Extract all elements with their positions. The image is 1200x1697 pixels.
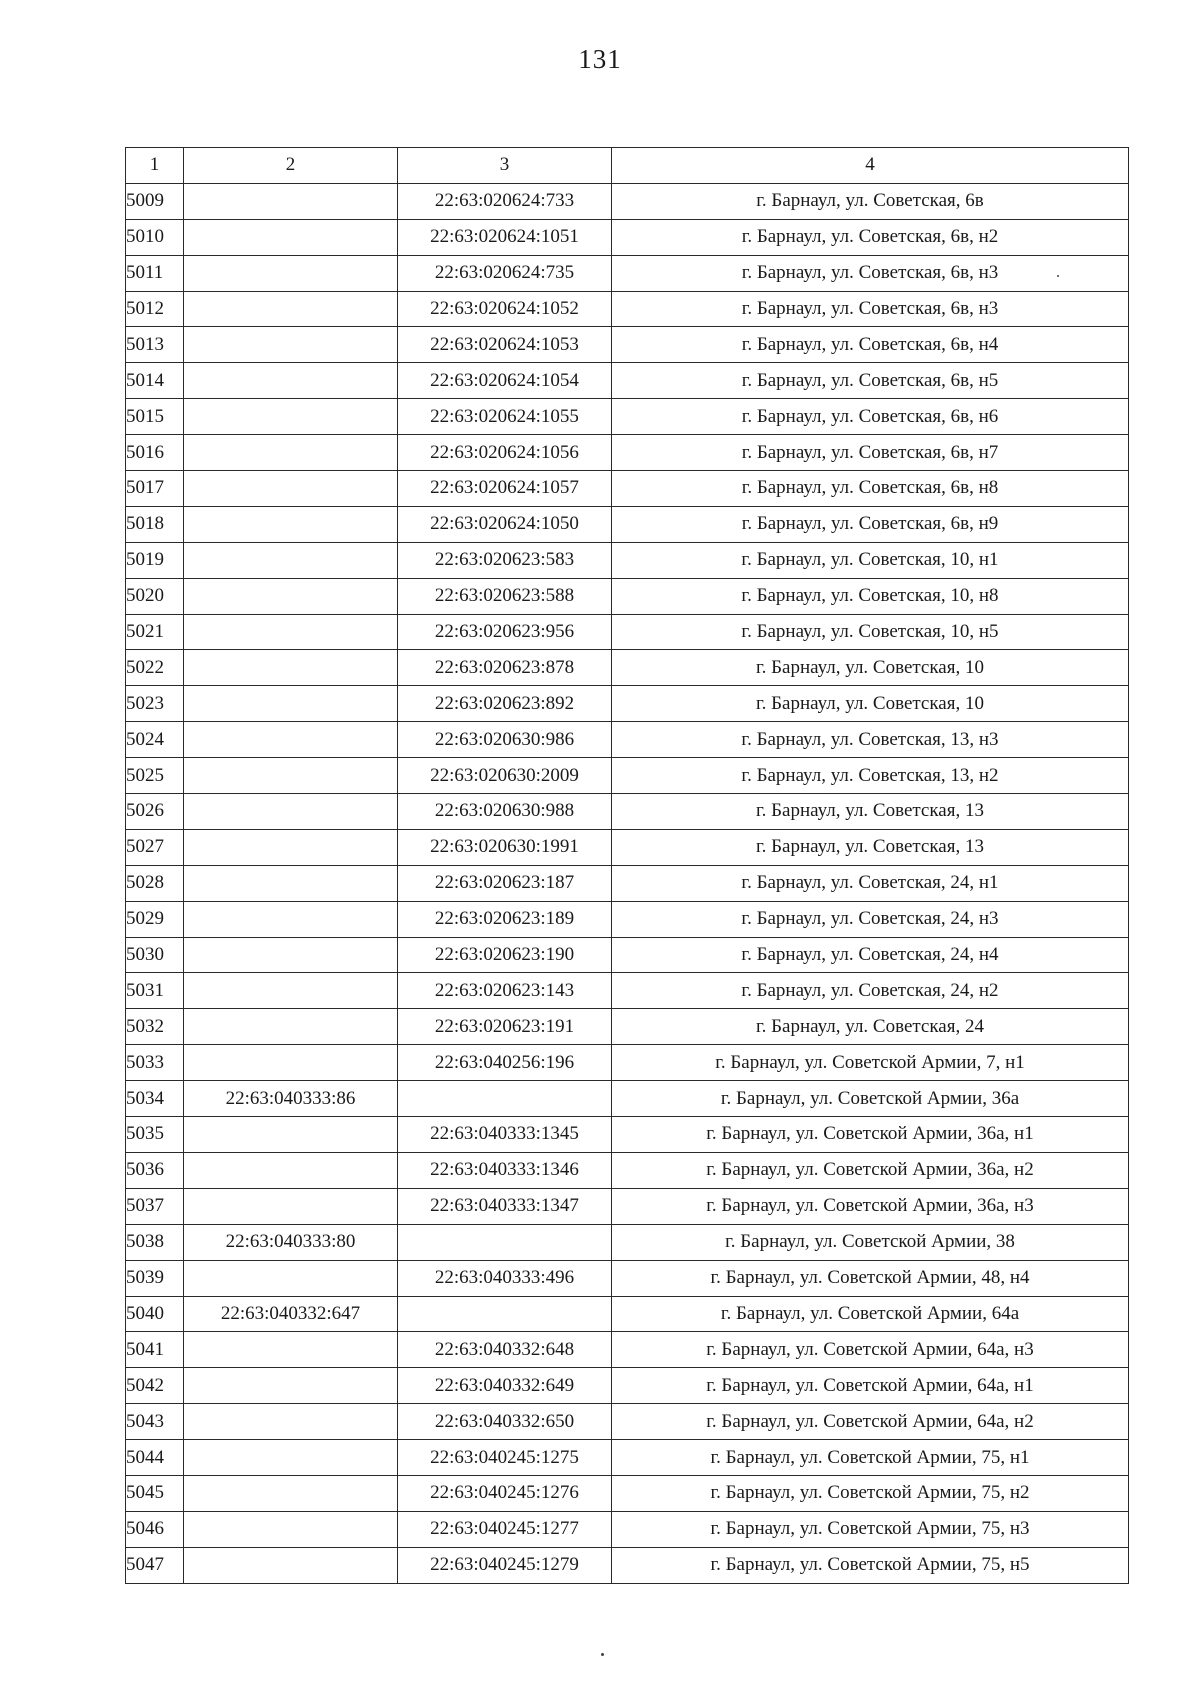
address-cell: г. Барнаул, ул. Советская, 6в: [612, 183, 1129, 219]
row-number-cell: 5039: [126, 1260, 184, 1296]
building-cadastral-number-cell: 22:63:040245:1279: [398, 1547, 612, 1583]
row-number-cell: 5018: [126, 506, 184, 542]
building-cadastral-number-cell: 22:63:020624:733: [398, 183, 612, 219]
address-cell: г. Барнаул, ул. Советская, 24, н3: [612, 901, 1129, 937]
address-cell: г. Барнаул, ул. Советская, 13: [612, 794, 1129, 830]
building-cadastral-number-cell: 22:63:020624:1052: [398, 291, 612, 327]
row-number-cell: 5024: [126, 722, 184, 758]
scan-speck: [601, 1653, 604, 1656]
address-cell: г. Барнаул, ул. Советская, 6в, н6: [612, 399, 1129, 435]
building-cadastral-number-cell: 22:63:020624:1053: [398, 327, 612, 363]
building-cadastral-number-cell: 22:63:020623:583: [398, 542, 612, 578]
row-number-cell: 5020: [126, 578, 184, 614]
table-row: [126, 829, 1129, 865]
row-number-cell: 5019: [126, 542, 184, 578]
building-cadastral-number-cell: 22:63:040332:650: [398, 1404, 612, 1440]
address-cell: г. Барнаул, ул. Советская, 10: [612, 650, 1129, 686]
building-cadastral-number-cell: 22:63:020623:956: [398, 614, 612, 650]
address-cell: г. Барнаул, ул. Советской Армии, 64а, н3: [612, 1332, 1129, 1368]
table-row: [126, 650, 1129, 686]
land-cadastral-number-cell: [184, 973, 398, 1009]
land-cadastral-number-cell: [184, 219, 398, 255]
row-number-cell: 5029: [126, 901, 184, 937]
building-cadastral-number-cell: 22:63:040256:196: [398, 1045, 612, 1081]
table-row: [126, 399, 1129, 435]
row-number-cell: 5035: [126, 1117, 184, 1153]
building-cadastral-number-cell: 22:63:020623:892: [398, 686, 612, 722]
address-cell: г. Барнаул, ул. Советской Армии, 75, н3: [612, 1511, 1129, 1547]
address-cell: г. Барнаул, ул. Советская, 6в, н3: [612, 291, 1129, 327]
row-number-cell: 5012: [126, 291, 184, 327]
address-cell: г. Барнаул, ул. Советская, 10: [612, 686, 1129, 722]
row-number-cell: 5031: [126, 973, 184, 1009]
row-number-cell: 5034: [126, 1081, 184, 1117]
table-row: [126, 471, 1129, 507]
address-cell: г. Барнаул, ул. Советской Армии, 7, н1: [612, 1045, 1129, 1081]
building-cadastral-number-cell: 22:63:020623:190: [398, 937, 612, 973]
row-number-cell: 5046: [126, 1511, 184, 1547]
row-number-cell: 5028: [126, 865, 184, 901]
land-cadastral-number-cell: [184, 1511, 398, 1547]
building-cadastral-number-cell: 22:63:020623:878: [398, 650, 612, 686]
row-number-cell: 5009: [126, 183, 184, 219]
building-cadastral-number-cell: 22:63:040333:1345: [398, 1117, 612, 1153]
address-cell: г. Барнаул, ул. Советской Армии, 75, н1: [612, 1440, 1129, 1476]
land-cadastral-number-cell: [184, 937, 398, 973]
row-number-cell: 5040: [126, 1296, 184, 1332]
address-cell: г. Барнаул, ул. Советской Армии, 75, н5: [612, 1547, 1129, 1583]
land-cadastral-number-cell: [184, 829, 398, 865]
table-row: [126, 758, 1129, 794]
land-cadastral-number-cell: [184, 363, 398, 399]
table-row: [126, 1368, 1129, 1404]
building-cadastral-number-cell: 22:63:020630:1991: [398, 829, 612, 865]
address-cell: г. Барнаул, ул. Советская, 6в, н2: [612, 219, 1129, 255]
land-cadastral-number-cell: [184, 1332, 398, 1368]
table-row: [126, 1224, 1129, 1260]
land-cadastral-number-cell: [184, 1117, 398, 1153]
land-cadastral-number-cell: 22:63:040333:86: [184, 1081, 398, 1117]
address-cell: г. Барнаул, ул. Советская, 6в, н3: [612, 255, 1129, 291]
row-number-cell: 5047: [126, 1547, 184, 1583]
row-number-cell: 5016: [126, 435, 184, 471]
table-row: [126, 183, 1129, 219]
address-cell: г. Барнаул, ул. Советская, 24, н4: [612, 937, 1129, 973]
table-row: [126, 937, 1129, 973]
row-number-cell: 5043: [126, 1404, 184, 1440]
address-cell: г. Барнаул, ул. Советской Армии, 36а, н3: [612, 1188, 1129, 1224]
table-row: [126, 1260, 1129, 1296]
land-cadastral-number-cell: [184, 901, 398, 937]
row-number-cell: 5026: [126, 794, 184, 830]
building-cadastral-number-cell: 22:63:020624:1057: [398, 471, 612, 507]
table-body: [126, 183, 1129, 1583]
building-cadastral-number-cell: [398, 1296, 612, 1332]
building-cadastral-number-cell: 22:63:020623:588: [398, 578, 612, 614]
table-row: [126, 435, 1129, 471]
table-row: [126, 686, 1129, 722]
building-cadastral-number-cell: 22:63:020623:143: [398, 973, 612, 1009]
address-cell: г. Барнаул, ул. Советской Армии, 75, н2: [612, 1475, 1129, 1511]
registry-table: [125, 147, 1129, 1584]
building-cadastral-number-cell: 22:63:040333:1346: [398, 1152, 612, 1188]
address-cell: г. Барнаул, ул. Советской Армии, 38: [612, 1224, 1129, 1260]
land-cadastral-number-cell: [184, 1009, 398, 1045]
land-cadastral-number-cell: [184, 794, 398, 830]
table-row: [126, 973, 1129, 1009]
land-cadastral-number-cell: [184, 650, 398, 686]
address-cell: г. Барнаул, ул. Советская, 13, н3: [612, 722, 1129, 758]
row-number-cell: 5044: [126, 1440, 184, 1476]
address-cell: г. Барнаул, ул. Советской Армии, 36а: [612, 1081, 1129, 1117]
building-cadastral-number-cell: 22:63:020624:1051: [398, 219, 612, 255]
table-row: [126, 1547, 1129, 1583]
land-cadastral-number-cell: [184, 758, 398, 794]
address-cell: г. Барнаул, ул. Советской Армии, 48, н4: [612, 1260, 1129, 1296]
land-cadastral-number-cell: [184, 1045, 398, 1081]
table-row: [126, 291, 1129, 327]
table-row: [126, 1332, 1129, 1368]
address-cell: г. Барнаул, ул. Советской Армии, 36а, н1: [612, 1117, 1129, 1153]
row-number-cell: 5041: [126, 1332, 184, 1368]
table-row: [126, 1009, 1129, 1045]
building-cadastral-number-cell: 22:63:020630:986: [398, 722, 612, 758]
header-cell-4: 4: [612, 148, 1129, 184]
building-cadastral-number-cell: 22:63:040333:496: [398, 1260, 612, 1296]
land-cadastral-number-cell: 22:63:040333:80: [184, 1224, 398, 1260]
land-cadastral-number-cell: [184, 506, 398, 542]
table-row: [126, 1152, 1129, 1188]
address-cell: г. Барнаул, ул. Советская, 6в, н7: [612, 435, 1129, 471]
land-cadastral-number-cell: [184, 1188, 398, 1224]
building-cadastral-number-cell: 22:63:040333:1347: [398, 1188, 612, 1224]
address-cell: г. Барнаул, ул. Советская, 24: [612, 1009, 1129, 1045]
land-cadastral-number-cell: [184, 291, 398, 327]
table-row: [126, 794, 1129, 830]
address-cell: г. Барнаул, ул. Советская, 6в, н8: [612, 471, 1129, 507]
land-cadastral-number-cell: [184, 255, 398, 291]
table-row: [126, 1117, 1129, 1153]
land-cadastral-number-cell: [184, 542, 398, 578]
building-cadastral-number-cell: 22:63:020624:1056: [398, 435, 612, 471]
scan-speck: [1057, 275, 1059, 277]
address-cell: г. Барнаул, ул. Советской Армии, 64а, н2: [612, 1404, 1129, 1440]
row-number-cell: 5038: [126, 1224, 184, 1260]
address-cell: г. Барнаул, ул. Советской Армии, 64а, н1: [612, 1368, 1129, 1404]
address-cell: г. Барнаул, ул. Советская, 10, н1: [612, 542, 1129, 578]
building-cadastral-number-cell: 22:63:020624:735: [398, 255, 612, 291]
row-number-cell: 5045: [126, 1475, 184, 1511]
table-row: [126, 1045, 1129, 1081]
table-row: [126, 542, 1129, 578]
row-number-cell: 5013: [126, 327, 184, 363]
row-number-cell: 5010: [126, 219, 184, 255]
table-row: [126, 1081, 1129, 1117]
header-row: [126, 148, 1129, 184]
table-row: [126, 327, 1129, 363]
building-cadastral-number-cell: 22:63:040332:649: [398, 1368, 612, 1404]
address-cell: г. Барнаул, ул. Советской Армии, 36а, н2: [612, 1152, 1129, 1188]
row-number-cell: 5011: [126, 255, 184, 291]
row-number-cell: 5032: [126, 1009, 184, 1045]
land-cadastral-number-cell: [184, 722, 398, 758]
building-cadastral-number-cell: 22:63:020624:1054: [398, 363, 612, 399]
header-cell-3: 3: [398, 148, 612, 184]
table-row: [126, 363, 1129, 399]
building-cadastral-number-cell: 22:63:020623:187: [398, 865, 612, 901]
table-row: [126, 1296, 1129, 1332]
land-cadastral-number-cell: [184, 471, 398, 507]
building-cadastral-number-cell: 22:63:020623:189: [398, 901, 612, 937]
table-row: [126, 901, 1129, 937]
land-cadastral-number-cell: [184, 1547, 398, 1583]
land-cadastral-number-cell: [184, 1152, 398, 1188]
land-cadastral-number-cell: [184, 1260, 398, 1296]
table-row: [126, 1440, 1129, 1476]
table-row: [126, 1188, 1129, 1224]
row-number-cell: 5017: [126, 471, 184, 507]
row-number-cell: 5022: [126, 650, 184, 686]
address-cell: г. Барнаул, ул. Советская, 10, н8: [612, 578, 1129, 614]
row-number-cell: 5025: [126, 758, 184, 794]
building-cadastral-number-cell: 22:63:040245:1276: [398, 1475, 612, 1511]
address-cell: г. Барнаул, ул. Советская, 13, н2: [612, 758, 1129, 794]
land-cadastral-number-cell: [184, 1440, 398, 1476]
building-cadastral-number-cell: 22:63:040245:1275: [398, 1440, 612, 1476]
table-row: [126, 722, 1129, 758]
land-cadastral-number-cell: [184, 1404, 398, 1440]
address-cell: г. Барнаул, ул. Советская, 6в, н5: [612, 363, 1129, 399]
row-number-cell: 5014: [126, 363, 184, 399]
table-row: [126, 578, 1129, 614]
building-cadastral-number-cell: 22:63:040245:1277: [398, 1511, 612, 1547]
row-number-cell: 5037: [126, 1188, 184, 1224]
table-row: [126, 1511, 1129, 1547]
page-number: 131: [578, 44, 622, 74]
building-cadastral-number-cell: 22:63:020624:1055: [398, 399, 612, 435]
land-cadastral-number-cell: [184, 327, 398, 363]
row-number-cell: 5021: [126, 614, 184, 650]
land-cadastral-number-cell: [184, 686, 398, 722]
row-number-cell: 5042: [126, 1368, 184, 1404]
land-cadastral-number-cell: [184, 1368, 398, 1404]
building-cadastral-number-cell: 22:63:020623:191: [398, 1009, 612, 1045]
row-number-cell: 5027: [126, 829, 184, 865]
table-row: [126, 255, 1129, 291]
building-cadastral-number-cell: 22:63:020624:1050: [398, 506, 612, 542]
land-cadastral-number-cell: [184, 578, 398, 614]
land-cadastral-number-cell: [184, 1475, 398, 1511]
land-cadastral-number-cell: [184, 183, 398, 219]
address-cell: г. Барнаул, ул. Советской Армии, 64а: [612, 1296, 1129, 1332]
address-cell: г. Барнаул, ул. Советская, 13: [612, 829, 1129, 865]
land-cadastral-number-cell: [184, 865, 398, 901]
address-cell: г. Барнаул, ул. Советская, 6в, н9: [612, 506, 1129, 542]
address-cell: г. Барнаул, ул. Советская, 10, н5: [612, 614, 1129, 650]
land-cadastral-number-cell: [184, 399, 398, 435]
address-cell: г. Барнаул, ул. Советская, 24, н2: [612, 973, 1129, 1009]
address-cell: г. Барнаул, ул. Советская, 24, н1: [612, 865, 1129, 901]
row-number-cell: 5015: [126, 399, 184, 435]
land-cadastral-number-cell: [184, 614, 398, 650]
row-number-cell: 5023: [126, 686, 184, 722]
table-row: [126, 219, 1129, 255]
row-number-cell: 5030: [126, 937, 184, 973]
table-row: [126, 865, 1129, 901]
table-row: [126, 614, 1129, 650]
building-cadastral-number-cell: [398, 1224, 612, 1260]
building-cadastral-number-cell: 22:63:040332:648: [398, 1332, 612, 1368]
row-number-cell: 5033: [126, 1045, 184, 1081]
building-cadastral-number-cell: 22:63:020630:988: [398, 794, 612, 830]
address-cell: г. Барнаул, ул. Советская, 6в, н4: [612, 327, 1129, 363]
table-row: [126, 1404, 1129, 1440]
header-cell-2: 2: [184, 148, 398, 184]
land-cadastral-number-cell: [184, 435, 398, 471]
building-cadastral-number-cell: [398, 1081, 612, 1117]
header-cell-1: 1: [126, 148, 184, 184]
table-row: [126, 1475, 1129, 1511]
row-number-cell: 5036: [126, 1152, 184, 1188]
building-cadastral-number-cell: 22:63:020630:2009: [398, 758, 612, 794]
land-cadastral-number-cell: 22:63:040332:647: [184, 1296, 398, 1332]
table-row: [126, 506, 1129, 542]
